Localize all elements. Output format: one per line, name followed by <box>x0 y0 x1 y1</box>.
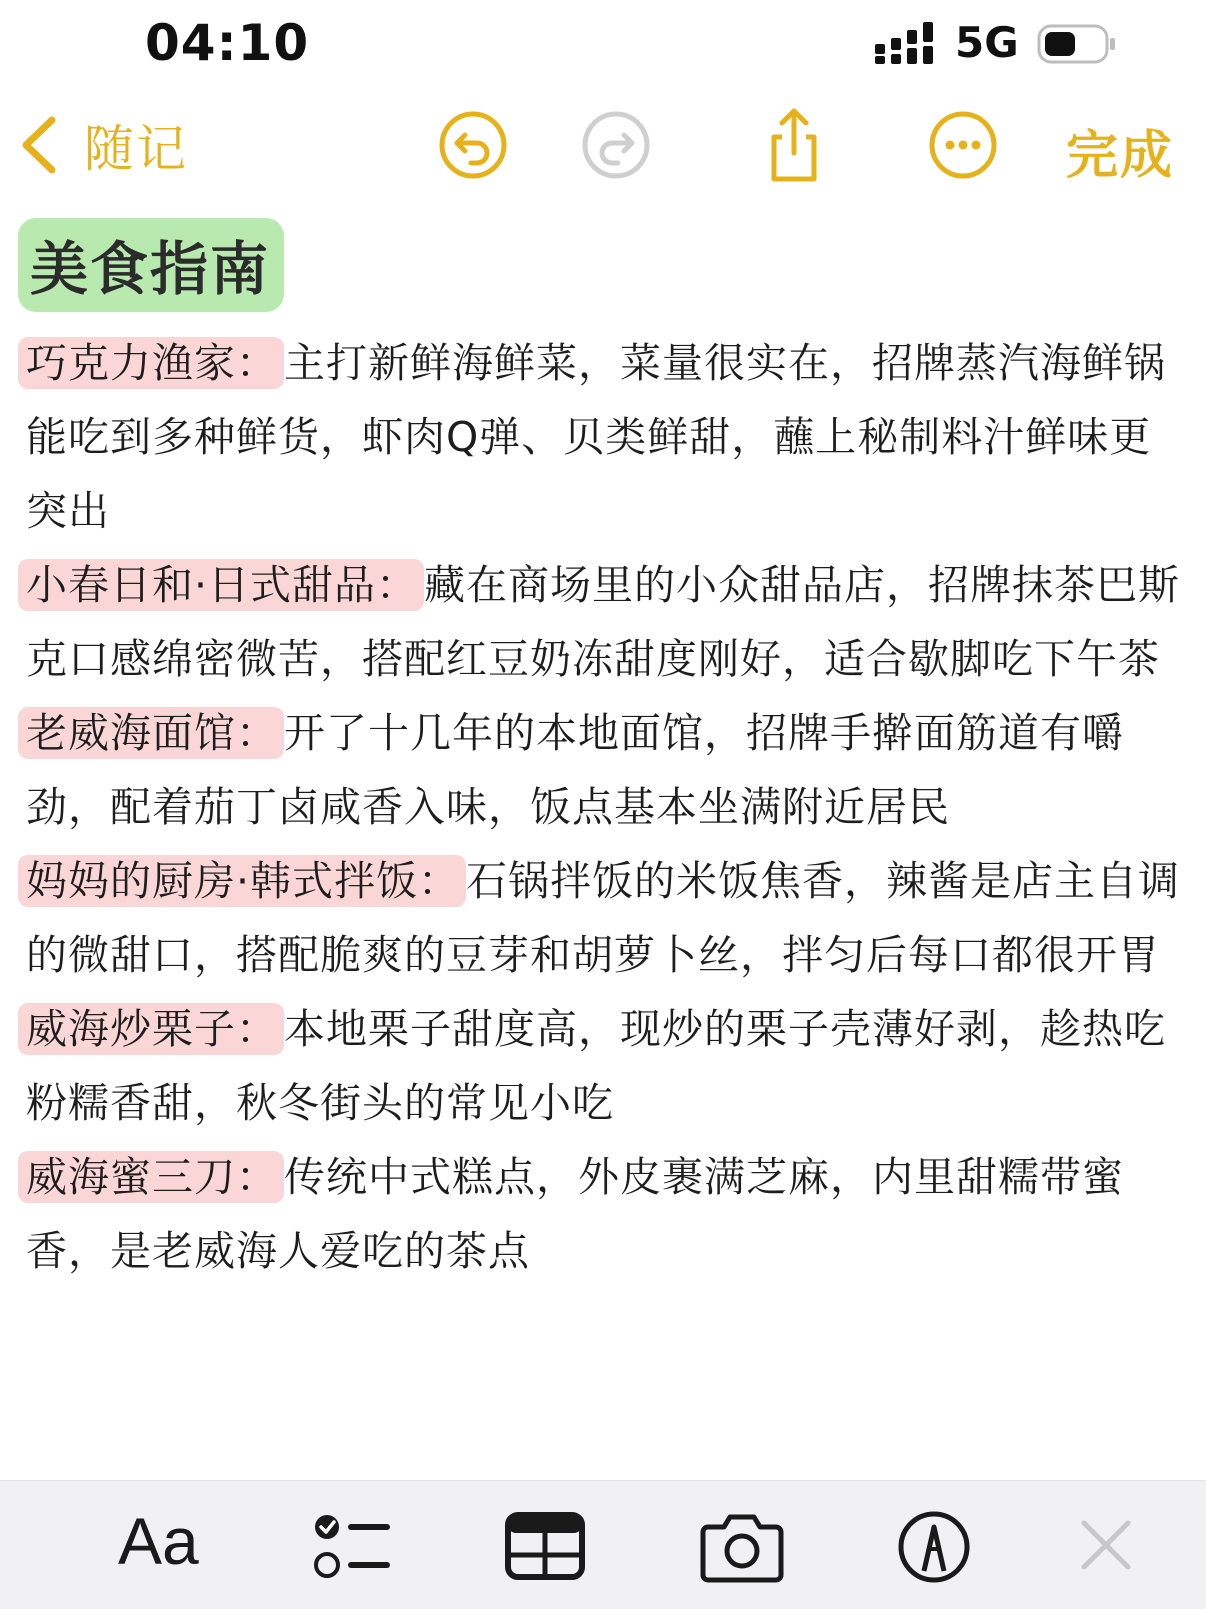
note-entry <box>26 548 1190 696</box>
note-title[interactable]: 美食指南 <box>18 218 284 312</box>
redo-icon[interactable] <box>578 107 654 183</box>
share-icon[interactable] <box>756 107 832 183</box>
entry-name: 妈妈的厨房·韩式拌饭： <box>18 855 466 907</box>
entry-desc: 传统中式糕点，外皮裹满芝麻，内里甜糯带蜜香，是老威海人爱吃的茶点 <box>26 1153 1124 1275</box>
undo-icon[interactable] <box>435 107 511 183</box>
back-button[interactable] <box>18 113 188 177</box>
entry-desc: 主打新鲜海鲜菜，菜量很实在，招牌蒸汽海鲜锅能吃到多种鲜货，虾肉Q弹、贝类鲜甜，蘸上秘制料汁鲜味更突出 <box>26 339 1166 535</box>
note-entry <box>26 1140 1190 1288</box>
entry-name: 巧克力渔家： <box>18 337 284 389</box>
nav-bar <box>0 95 1206 195</box>
chevron-left-icon <box>18 114 60 176</box>
entry-name: 老威海面馆： <box>18 707 284 759</box>
note-entry <box>26 326 1190 548</box>
entry-name: 威海蜜三刀： <box>18 1151 284 1203</box>
signal-icon <box>875 22 937 64</box>
status-bar <box>0 0 1206 88</box>
checklist-button[interactable] <box>312 1509 392 1585</box>
entry-name: 小春日和·日式甜品： <box>18 559 424 611</box>
entry-desc: 本地栗子甜度高，现炒的栗子壳薄好剥，趁热吃粉糯香甜，秋冬街头的常见小吃 <box>26 1005 1166 1127</box>
note-entry <box>26 696 1190 844</box>
note-body[interactable] <box>26 326 1190 1288</box>
status-time: 04:10 <box>145 14 310 72</box>
camera-button[interactable] <box>700 1509 784 1585</box>
markup-button[interactable] <box>896 1509 972 1585</box>
checklist-icon <box>312 1509 392 1585</box>
table-icon <box>505 1509 585 1585</box>
format-toolbar <box>0 1480 1206 1609</box>
close-keyboard-button[interactable] <box>1078 1509 1134 1585</box>
entry-desc: 开了十几年的本地面馆，招牌手擀面筋道有嚼劲，配着茄丁卤咸香入味，饭点基本坐满附近居民 <box>26 709 1124 831</box>
entry-desc: 藏在商场里的小众甜品店，招牌抹茶巴斯克口感绵密微苦，搭配红豆奶冻甜度刚好，适合歇脚吃下午茶 <box>26 561 1181 683</box>
entry-name: 威海炒栗子： <box>18 1003 284 1055</box>
done-button[interactable]: 完成 <box>1066 126 1175 186</box>
camera-icon <box>700 1509 784 1585</box>
more-icon[interactable] <box>925 107 1001 183</box>
font-format-button[interactable]: Aa <box>118 1504 199 1578</box>
entry-desc: 石锅拌饭的米饭焦香，辣酱是店主自调的微甜口，搭配脆爽的豆芽和胡萝卜丝，拌匀后每口都很开胃 <box>26 857 1181 979</box>
markup-icon <box>896 1509 972 1585</box>
table-button[interactable] <box>505 1509 585 1585</box>
network-label: 5G <box>955 18 1019 67</box>
back-label: 随记 <box>84 120 188 178</box>
note-entry <box>26 992 1190 1140</box>
note-entry <box>26 844 1190 992</box>
battery-icon <box>1037 24 1117 64</box>
close-icon <box>1078 1509 1134 1585</box>
